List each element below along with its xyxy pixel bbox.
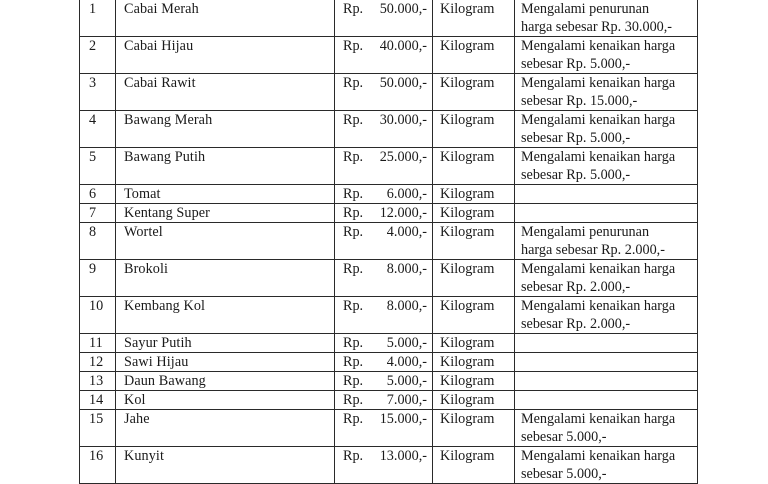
currency-label: Rp.	[343, 298, 364, 314]
price-amount: 6.000,-	[386, 186, 427, 202]
note-line: sebesar Rp. 2.000,-	[521, 279, 631, 295]
price-cell	[335, 447, 433, 484]
unit-cell: Kilogram	[433, 185, 515, 204]
note-line: Mengalami kenaikan harga	[521, 38, 676, 54]
price-cell	[335, 260, 433, 297]
commodity-name: Sayur Putih	[116, 334, 335, 353]
currency-label: Rp.	[343, 205, 364, 221]
table-row	[80, 185, 698, 204]
table-row	[80, 37, 698, 74]
price-change-note	[515, 260, 698, 297]
price-amount: 15.000,-	[379, 411, 427, 427]
unit-cell: Kilogram	[433, 111, 515, 148]
price-amount: 30.000,-	[379, 112, 427, 128]
commodity-name: Kunyit	[116, 447, 335, 484]
commodity-name: Kembang Kol	[116, 297, 335, 334]
price-amount: 25.000,-	[379, 149, 427, 165]
currency-label: Rp.	[343, 1, 364, 17]
commodity-name: Sawi Hijau	[116, 353, 335, 372]
note-line: harga sebesar Rp. 30.000,-	[521, 19, 673, 35]
table-row	[80, 353, 698, 372]
table-row	[80, 410, 698, 447]
note-line: sebesar 5.000,-	[521, 466, 607, 482]
note-line: harga sebesar Rp. 2.000,-	[521, 242, 665, 258]
price-change-note	[515, 334, 698, 353]
currency-label: Rp.	[343, 335, 364, 351]
row-number: 10	[80, 297, 116, 334]
unit-cell: Kilogram	[433, 74, 515, 111]
table-row	[80, 297, 698, 334]
table-row	[80, 0, 698, 37]
price-amount: 4.000,-	[386, 354, 427, 370]
price-change-note	[515, 447, 698, 484]
commodity-name: Jahe	[116, 410, 335, 447]
unit-cell: Kilogram	[433, 37, 515, 74]
unit-cell: Kilogram	[433, 260, 515, 297]
price-cell	[335, 372, 433, 391]
price-cell	[335, 410, 433, 447]
currency-label: Rp.	[343, 38, 364, 54]
note-line: Mengalami kenaikan harga	[521, 112, 676, 128]
price-cell	[335, 334, 433, 353]
row-number: 1	[80, 0, 116, 37]
row-number: 9	[80, 260, 116, 297]
table-row	[80, 223, 698, 260]
price-cell	[335, 74, 433, 111]
currency-label: Rp.	[343, 186, 364, 202]
unit-cell: Kilogram	[433, 353, 515, 372]
unit-cell: Kilogram	[433, 297, 515, 334]
commodity-name: Bawang Putih	[116, 148, 335, 185]
unit-cell: Kilogram	[433, 447, 515, 484]
currency-label: Rp.	[343, 411, 364, 427]
price-amount: 4.000,-	[386, 224, 427, 240]
price-cell	[335, 391, 433, 410]
price-cell	[335, 297, 433, 334]
price-amount: 12.000,-	[379, 205, 427, 221]
row-number: 11	[80, 334, 116, 353]
currency-label: Rp.	[343, 261, 364, 277]
price-cell	[335, 353, 433, 372]
price-cell	[335, 0, 433, 37]
note-line: Mengalami penurunan	[521, 1, 650, 17]
price-change-note	[515, 410, 698, 447]
commodity-name: Tomat	[116, 185, 335, 204]
price-amount: 7.000,-	[386, 392, 427, 408]
currency-label: Rp.	[343, 448, 364, 464]
currency-label: Rp.	[343, 392, 364, 408]
price-cell	[335, 37, 433, 74]
unit-cell: Kilogram	[433, 0, 515, 37]
unit-cell: Kilogram	[433, 223, 515, 260]
currency-label: Rp.	[343, 354, 364, 370]
row-number: 3	[80, 74, 116, 111]
commodity-name: Brokoli	[116, 260, 335, 297]
row-number: 8	[80, 223, 116, 260]
price-amount: 50.000,-	[379, 1, 427, 17]
row-number: 16	[80, 447, 116, 484]
note-line: Mengalami kenaikan harga	[521, 298, 676, 314]
currency-label: Rp.	[343, 149, 364, 165]
unit-cell: Kilogram	[433, 410, 515, 447]
price-change-note	[515, 0, 698, 37]
unit-cell: Kilogram	[433, 334, 515, 353]
currency-label: Rp.	[343, 75, 364, 91]
table-row	[80, 74, 698, 111]
table-row	[80, 447, 698, 484]
price-change-note	[515, 223, 698, 260]
price-cell	[335, 185, 433, 204]
price-change-note	[515, 148, 698, 185]
unit-cell: Kilogram	[433, 372, 515, 391]
price-cell	[335, 204, 433, 223]
commodity-name: Daun Bawang	[116, 372, 335, 391]
commodity-name: Bawang Merah	[116, 111, 335, 148]
currency-label: Rp.	[343, 112, 364, 128]
price-change-note	[515, 37, 698, 74]
commodity-name: Cabai Merah	[116, 0, 335, 37]
commodity-price-table	[79, 0, 698, 484]
row-number: 4	[80, 111, 116, 148]
price-cell	[335, 111, 433, 148]
row-number: 12	[80, 353, 116, 372]
price-amount: 8.000,-	[386, 261, 427, 277]
row-number: 5	[80, 148, 116, 185]
price-amount: 50.000,-	[379, 75, 427, 91]
note-line: sebesar Rp. 5.000,-	[521, 130, 631, 146]
table-row	[80, 111, 698, 148]
price-change-note	[515, 391, 698, 410]
row-number: 14	[80, 391, 116, 410]
price-amount: 13.000,-	[379, 448, 427, 464]
currency-label: Rp.	[343, 224, 364, 240]
price-cell	[335, 223, 433, 260]
table-row	[80, 372, 698, 391]
price-amount: 40.000,-	[379, 38, 427, 54]
price-change-note	[515, 111, 698, 148]
unit-cell: Kilogram	[433, 148, 515, 185]
note-line: Mengalami penurunan	[521, 224, 650, 240]
price-change-note	[515, 353, 698, 372]
commodity-name: Wortel	[116, 223, 335, 260]
currency-label: Rp.	[343, 373, 364, 389]
commodity-name: Kol	[116, 391, 335, 410]
table-row	[80, 391, 698, 410]
table-row	[80, 204, 698, 223]
commodity-name: Cabai Hijau	[116, 37, 335, 74]
price-change-note	[515, 204, 698, 223]
row-number: 7	[80, 204, 116, 223]
unit-cell: Kilogram	[433, 204, 515, 223]
price-amount: 8.000,-	[386, 298, 427, 314]
unit-cell: Kilogram	[433, 391, 515, 410]
note-line: Mengalami kenaikan harga	[521, 75, 676, 91]
commodity-name: Cabai Rawit	[116, 74, 335, 111]
table-row	[80, 334, 698, 353]
price-change-note	[515, 74, 698, 111]
note-line: sebesar 5.000,-	[521, 429, 607, 445]
price-change-note	[515, 372, 698, 391]
price-amount: 5.000,-	[386, 335, 427, 351]
row-number: 15	[80, 410, 116, 447]
note-line: sebesar Rp. 5.000,-	[521, 167, 631, 183]
price-change-note	[515, 297, 698, 334]
price-change-note	[515, 185, 698, 204]
row-number: 13	[80, 372, 116, 391]
note-line: Mengalami kenaikan harga	[521, 261, 676, 277]
note-line: Mengalami kenaikan harga	[521, 448, 676, 464]
note-line: sebesar Rp. 2.000,-	[521, 316, 631, 332]
price-amount: 5.000,-	[386, 373, 427, 389]
table-body	[80, 0, 698, 484]
table-row	[80, 260, 698, 297]
commodity-name: Kentang Super	[116, 204, 335, 223]
table-row	[80, 148, 698, 185]
note-line: sebesar Rp. 15.000,-	[521, 93, 638, 109]
row-number: 2	[80, 37, 116, 74]
note-line: Mengalami kenaikan harga	[521, 411, 676, 427]
price-cell	[335, 148, 433, 185]
note-line: sebesar Rp. 5.000,-	[521, 56, 631, 72]
row-number: 6	[80, 185, 116, 204]
note-line: Mengalami kenaikan harga	[521, 149, 676, 165]
